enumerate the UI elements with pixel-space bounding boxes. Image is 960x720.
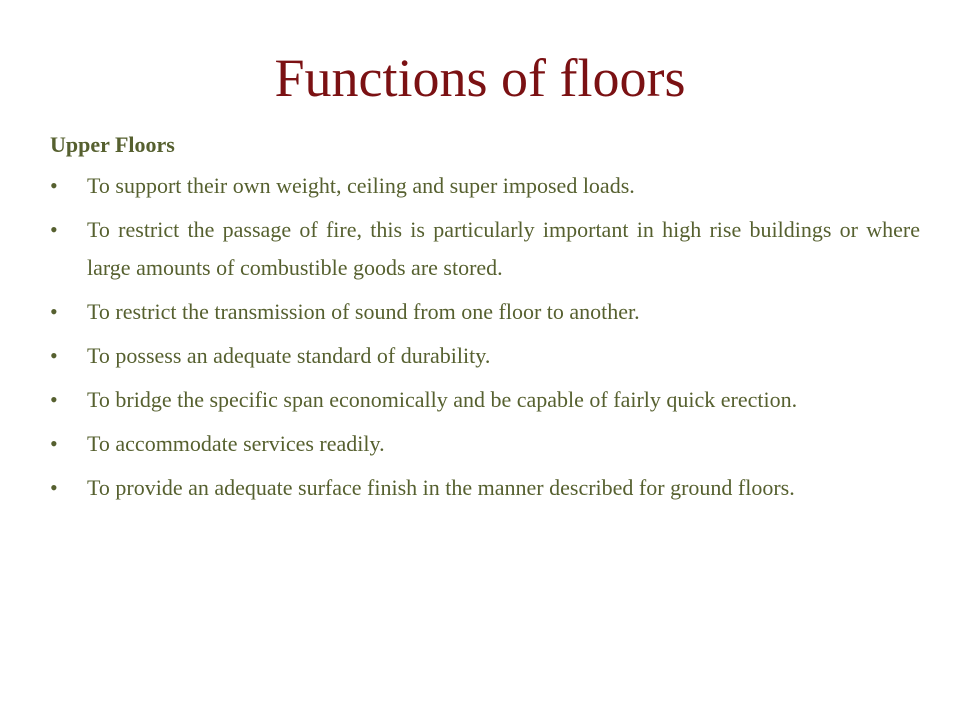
- bullet-text: To restrict the transmission of sound from one floor to another.: [87, 299, 640, 324]
- bullet-text: To bridge the specific span economically and be capable of fairly quick erection.: [87, 387, 798, 412]
- bullet-text: To accommodate services readily.: [87, 431, 385, 456]
- bullet-item: [50, 381, 920, 419]
- bullet-marker: •: [50, 475, 58, 500]
- bullet-text: To provide an adequate surface finish in the manner described for ground floors.: [87, 475, 795, 500]
- slide-content: [50, 128, 920, 513]
- bullet-item: [50, 425, 920, 463]
- bullet-item: [50, 211, 920, 287]
- bullet-marker: •: [50, 343, 58, 368]
- bullet-text: To possess an adequate standard of durability.: [87, 343, 491, 368]
- bullet-marker: •: [50, 387, 58, 412]
- slide-title: Functions of floors: [274, 48, 686, 108]
- bullet-item: [50, 337, 920, 375]
- bullet-marker: •: [50, 431, 58, 456]
- bullet-item: [50, 469, 920, 507]
- bullet-marker: •: [50, 299, 58, 324]
- bullet-marker: •: [50, 173, 58, 198]
- bullet-marker: •: [50, 217, 58, 242]
- bullet-text: To support their own weight, ceiling and super imposed loads.: [87, 173, 635, 198]
- bullet-item: [50, 293, 920, 331]
- bullet-list: [50, 167, 920, 507]
- bullet-item: [50, 167, 920, 205]
- section-subheading: Upper Floors: [50, 132, 175, 157]
- bullet-text: To restrict the passage of fire, this is particularly important in high rise buildings or where large amounts of combustible goods are stored.: [87, 217, 920, 280]
